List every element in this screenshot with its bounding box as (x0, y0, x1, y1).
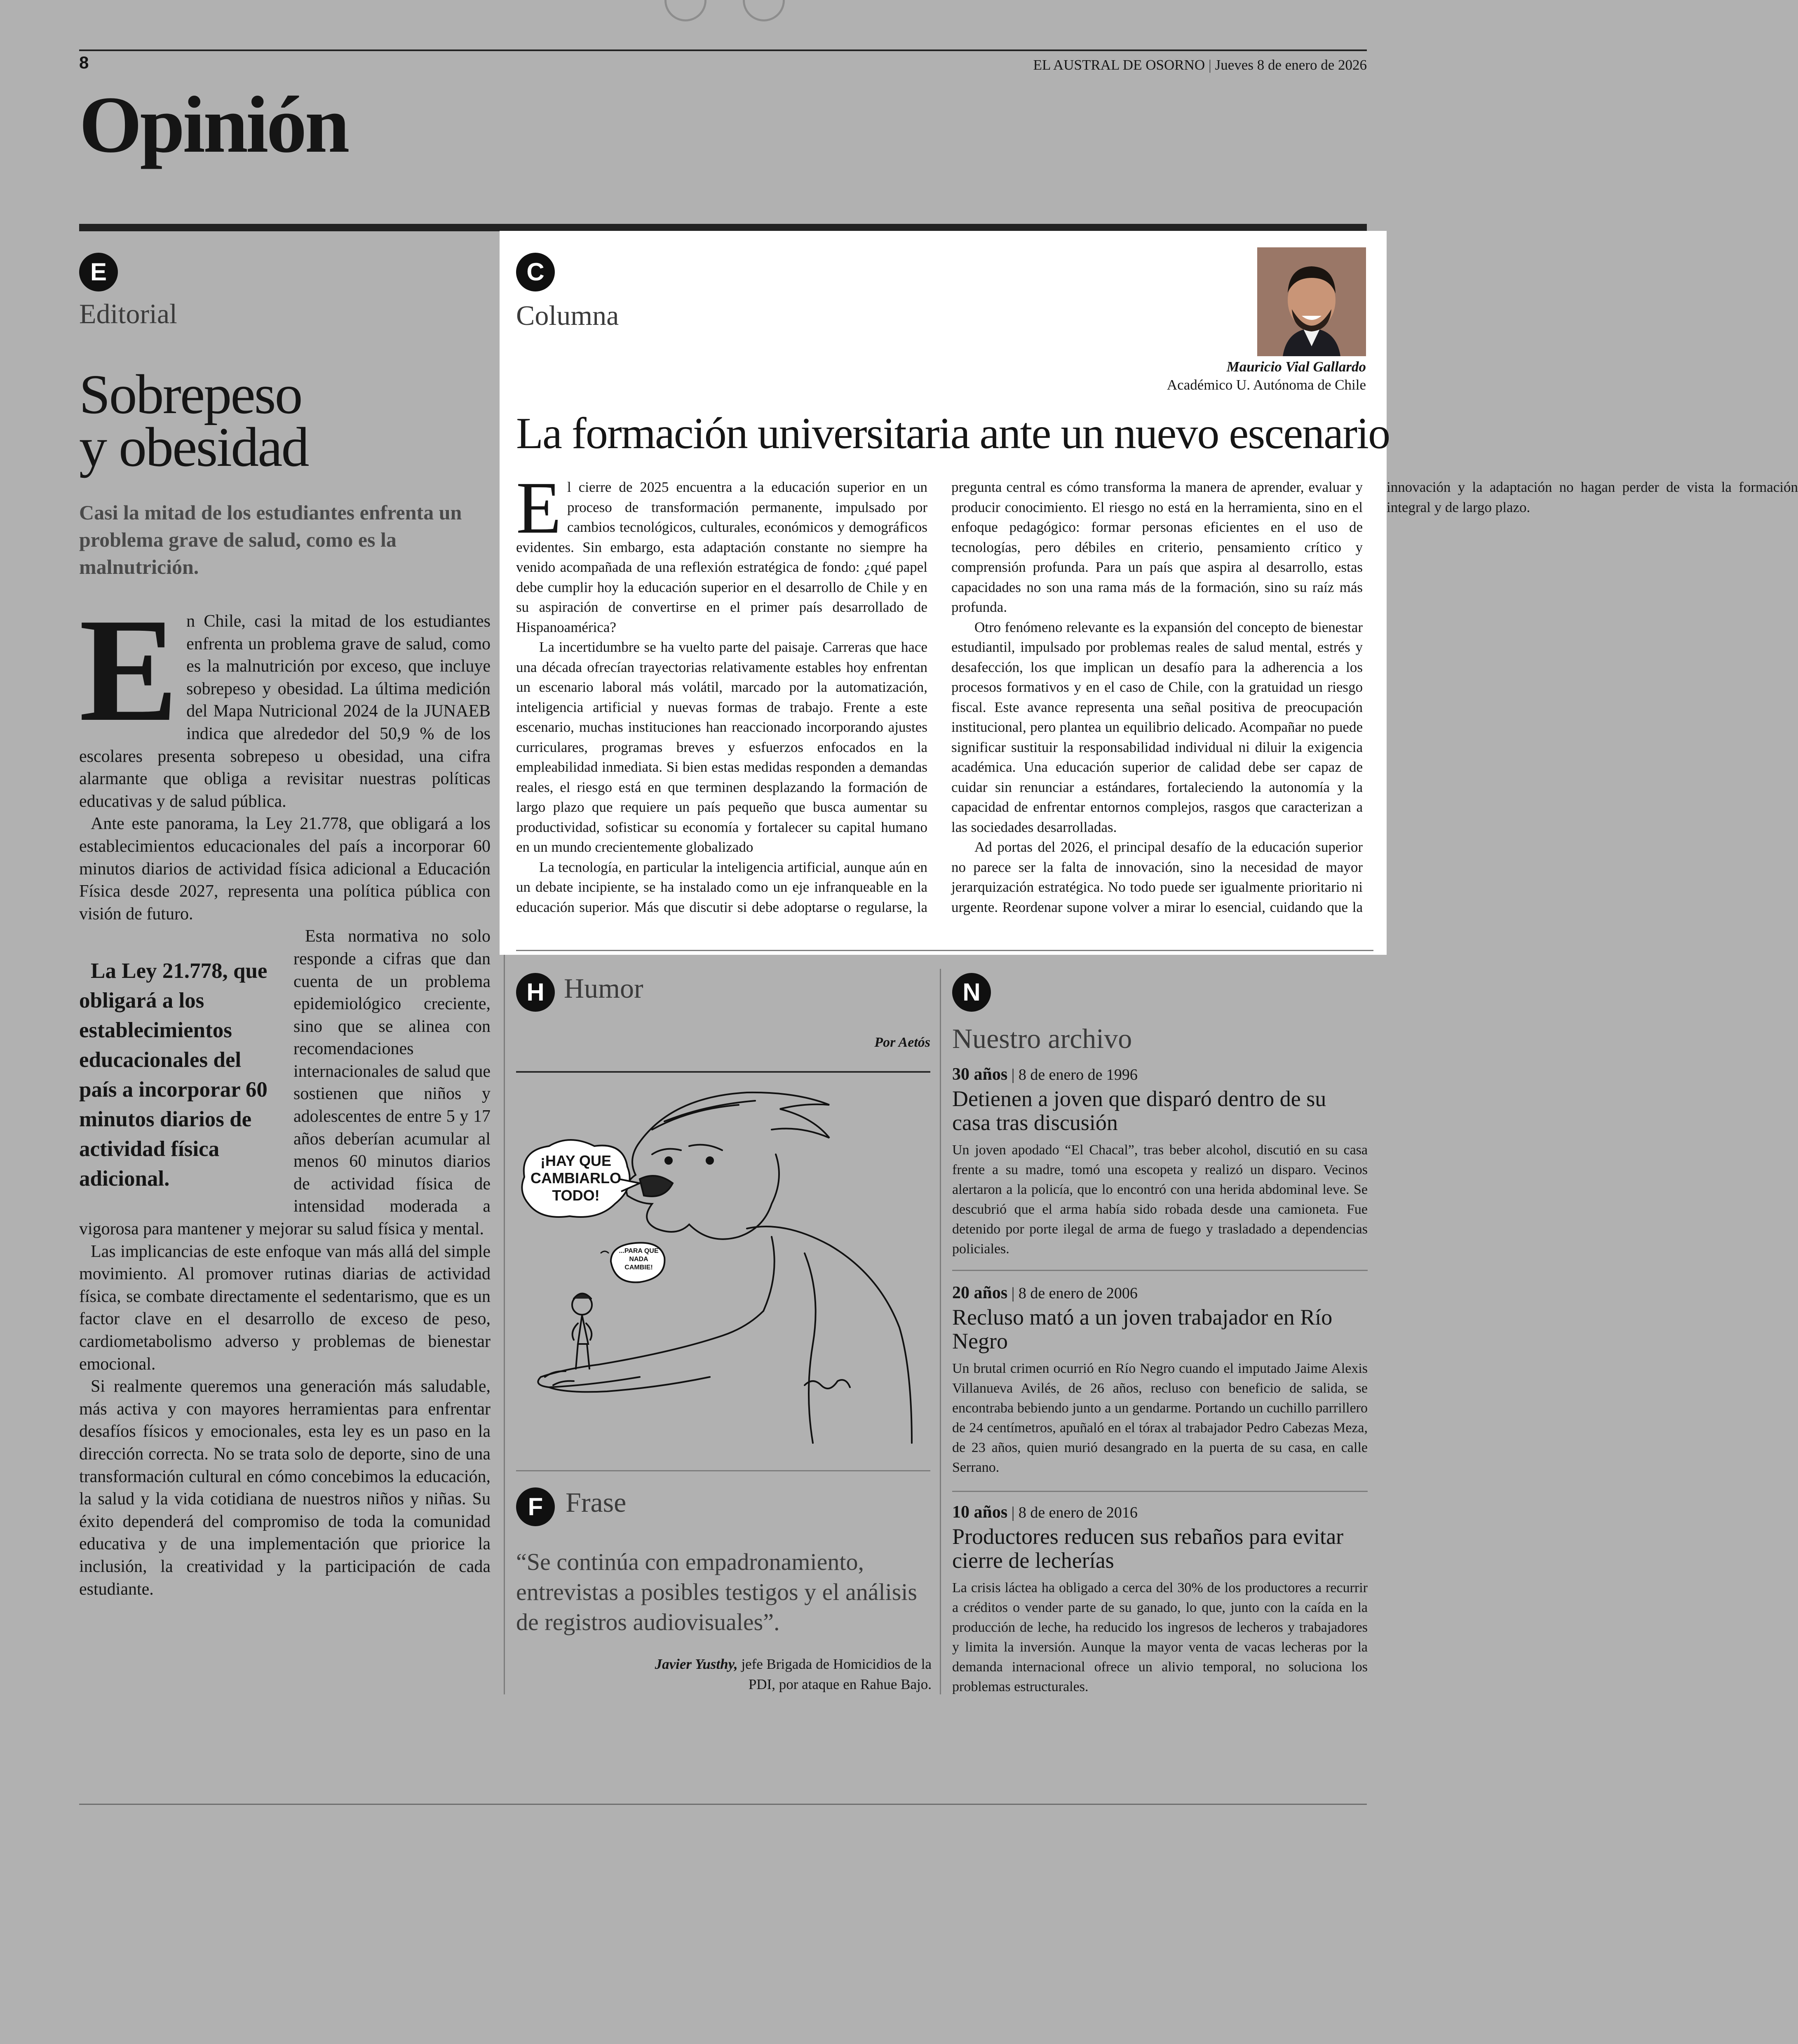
footer-rule (79, 1804, 1367, 1805)
column-divider-right (940, 969, 941, 1694)
author-credit (1167, 358, 1366, 394)
archive-badge: N (952, 973, 991, 1012)
header-top-rule (79, 49, 1367, 51)
editorial-title: Sobrepeso y obesidad (79, 364, 308, 478)
author-name: Mauricio Vial Gallardo (1226, 359, 1366, 375)
column-kicker: Columna (516, 300, 619, 331)
column-bottom-rule (516, 950, 1373, 951)
archive-title: Detienen a joven que disparó dentro de su casa tras discusión (952, 1086, 1326, 1135)
humor-byline: Por Aetós (874, 1035, 930, 1050)
header-thick-rule (79, 224, 1367, 231)
editorial-badge: E (79, 253, 118, 291)
archive-rule (952, 1270, 1368, 1271)
archive-years: 20 años (952, 1283, 1008, 1302)
archive-title: Recluso mató a un joven trabajador en Río Negro (952, 1305, 1333, 1353)
archive-date: 8 de enero de 2006 (1018, 1285, 1138, 1302)
archive-item: 30 años | 8 de enero de 1996 Detienen a joven que disparó dentro de su casa tras discusión Un joven apodado “El Chacal”, tras beber alcohol, discutió en su casa frente a su madre, tomó una escopeta y realizó un disparo. Vecinos alertaron a la policía, que lo encontró con una herida abdominal leve. Se descubrió que el arma había sido robada desde una camioneta. Fue detenido por porte ilegal de arma de fuego y trasladado a dependencias policiales. (952, 1064, 1368, 1259)
archive-item: 10 años | 8 de enero de 2016 Productores reducen sus rebaños para evitar cierre de lecherías La crisis láctea ha obligado a cerca del 30% de los productores a recurrir a créditos o vender parte de su ganado, lo que, junto con la caída en la producción de leche, ha reducido los ingresos de lecheros y trabajadores y limita la inversión. Aunque la mayor venta de vacas lecheras por la demanda internacional ofrece un alivio temporal, no soluciona los problemas estructurales. (952, 1502, 1368, 1697)
column-title: La formación universitaria ante un nuevo escenario (516, 409, 1390, 458)
page-number: 8 (79, 53, 89, 72)
cartoon-speech-small: ...PARA QUE NADA CAMBIE! (619, 1248, 659, 1271)
archive-body: La crisis láctea ha obligado a cerca del 30% de los productores a recurrir a créditos o vender parte de su ganado, lo que, junto con la caída en la producción de leche, ha reducido los ingresos de lecheros y trabajadores y limita la inversión. Aunque la mayor venta de vacas lecheras por la demanda internacional ofrece un alivio temporal, no soluciona los problemas estructurales. (952, 1580, 1368, 1694)
frase-badge: F (516, 1487, 555, 1526)
archive-date: 8 de enero de 2016 (1018, 1504, 1138, 1521)
column-body: El cierre de 2025 encuentra a la educación superior en un proceso de transformación permanente, impulsado por cambios tecnológicos, culturales, económicos y demográficos evidentes. Sin embargo, esta adaptación constante no siempre ha venido acompañada de una reflexión estratégica de fondo: ¿qué papel debe cumplir hoy la educación superior en el desarrollo de Chile y en su aspiración de convertirse en el primer país desarrollado de Hispanoamérica? La incertidumbre se ha vuelto parte del paisaje. Carreras que hace una década ofrecían trayectorias relativamente estables hoy enfrentan un escenario laboral más volátil, marcado por la automatización, inteligencia artificial y nuevas formas de trabajo. Frente a este escenario, muchas instituciones han reaccionado incorporando ajustes curriculares, programas breves y esfuerzos enfocados en la empleabilidad inmediata. Si bien estas medidas responden a demandas reales, el riesgo está en que terminen desplazando la formación de largo plazo que requiere un país pequeño que busca aumentar su productividad, sofisticar su economía y fortalecer su capital humano en un mundo crecientemente globalizado La tecnología, en particular la inteligencia artificial, aunque aún en un debate incipiente, se ha instalado como un eje infranqueable en la educación superior. Más que discutir si debe adoptarse o regularse, la pregunta central es cómo transforma la manera de aprender, evaluar y producir conocimiento. El riesgo no está en la herramienta, sino en el enfoque pedagógico: formar personas eficientes en el uso de tecnologías, pero débiles en criterio, pensamiento crítico y comprensión profunda. Para un país que aspira al desarrollo, estas capacidades no son una rama más de la formación, sino su raíz más profunda. Otro fenómeno relevante es la expansión del concepto de bienestar estudiantil, impulsado por problemas reales de salud mental, estrés y desafección, los que implican un desafío para la adherencia a los procesos formativos y en el caso de Chile, con la gratuidad un riesgo fiscal. Este avance representa una señal positiva de preocupación institucional, pero plantea un equilibrio delicado. Acompañar no puede significar sustituir la responsabilidad individual ni diluir la exigencia académica. Una educación superior de calidad debe ser capaz de cuidar sin renunciar a estándares, fortaleciendo la autonomía y la capacidad de enfrentar entornos complejos, rasgos que caracterizan a las sociedades desarrolladas. Ad portas del 2026, el principal desafío de la educación superior no parece ser la falta de innovación, sino la necesidad de mayor jerarquización estratégica. No todo puede ser igualmente prioritario ni urgente. Reordenar supone volver a mirar lo esencial, cuidando que la innovación y la adaptación no hagan perder de vista la formación integral y de largo plazo. (516, 467, 1798, 915)
frase-kicker: Frase (566, 1487, 627, 1518)
frase-author: Javier Yusthy, (655, 1656, 738, 1672)
archive-body: Un joven apodado “El Chacal”, tras beber alcohol, discutió en su casa frente a su madre, tomó una escopeta y realizó un disparo. Vecinos alertaron a la policía, que lo encontró con una herida abdominal leve. Se descubrió que el arma había sido robada desde una camioneta. Fue detenido por porte ilegal de arma de fuego y trasladado a dependencias policiales. (952, 1142, 1368, 1257)
author-avatar (1257, 247, 1366, 356)
archive-years: 30 años (952, 1065, 1008, 1084)
cartoon (516, 1080, 930, 1451)
editorial-lead: Casi la mitad de los estudiantes enfrenta un problema grave de salud, como es la malnutrición. (79, 501, 462, 578)
editorial-pullquote: La Ley 21.778, que obligará a los establecimientos educacionales del país a incorporar 60 minutos diarios de actividad física adicional. (79, 959, 268, 1191)
section-title: Opinión (79, 80, 348, 169)
archive-item: 20 años | 8 de enero de 2006 Recluso mató a un joven trabajador en Río Negro Un brutal crimen ocurrió en Río Negro cuando el imputado Jaime Alexis Villanueva Avilés, de 26 años, recluso con beneficio de salida, se encontraba bebiendo junto a un gendarme. Portando un cuchillo parrillero de 24 centímetros, apuñaló en el tórax al trabajador Pedro Cabezas Meza, de 23 años, quien murió desangrado en la puerta de su casa, en calle Serrano. (952, 1283, 1368, 1478)
editorial-body: En Chile, casi la mitad de los estudiantes enfrenta un problema grave de salud, como es la malnutrición por exceso, que incluye sobrepeso y obesidad. La última medición del Mapa Nutricional 2024 de la JUNAEB indica que alrededor del 50,9 % de los escolares presenta sobrepeso u obesidad, una cifra alarmante que obliga a revisitar nuestras políticas educativas y de salud pública. Ante este panorama, la Ley 21.778, que obligará a los establecimientos educacionales del país a incorporar 60 minutos diarios de actividad física adicional a Educación Física desde 2027, representa una política pública con visión de futuro. La Ley 21.778, que obligará a los establecimientos educacionales del país a incorporar 60 minutos diarios de actividad física adicional. Esta normativa no solo responde a cifras que dan cuenta de un problema epidemiológico creciente, sino que se alinea con recomendaciones internacionales de salud que sostienen que niños y adolescentes de entre 5 y 17 años deberían acumular al menos 60 minutos diarios de actividad física de intensidad moderada a vigorosa para mantener y mejorar su salud física y mental. Las implicancias de este enfoque van más allá del simple movimiento. Al promover rutinas diarias de actividad física, se combate directamente el sedentarismo, que es un factor clave en el desarrollo de exceso de peso, cardiometabolismo adverso y problemas de bienestar emocional. Si realmente queremos una generación más saludable, más activa y con mayores herramientas para enfrentar desafíos físicos y emocionales, esta ley es un paso en la dirección correcta. No se trata solo de deporte, sino de una transformación cultural en cómo concebimos la educación, la salud y la vida cotidiana de nuestros niños y niñas. Su éxito dependerá del compromiso de toda la comunidad educativa y de una implementación que priorice la inclusión, la creatividad y la participación de cada estudiante. (79, 587, 491, 1599)
cartoon-speech-big: ¡HAY QUE CAMBIARLO TODO! (530, 1152, 621, 1204)
humor-badge: H (516, 973, 555, 1012)
column-highlight (500, 231, 1798, 955)
cartoon-drawing-icon (516, 1080, 930, 1451)
archive-kicker: Nuestro archivo (952, 1023, 1132, 1054)
next-page-button[interactable] (743, 0, 785, 21)
humor-bottom-rule (516, 1470, 930, 1471)
frase-attribution (643, 1654, 932, 1694)
archive-title: Productores reducen sus rebaños para evitar cierre de lecherías (952, 1524, 1344, 1573)
column-drop-cap: E (516, 467, 561, 549)
archive-years: 10 años (952, 1503, 1008, 1522)
archive-date: 8 de enero de 1996 (1018, 1066, 1138, 1083)
humor-kicker: Humor (564, 973, 643, 1004)
newspaper-name: EL AUSTRAL DE OSORNO (1033, 57, 1205, 73)
humor-rule (516, 1071, 930, 1073)
editorial-kicker: Editorial (79, 298, 177, 329)
masthead: EL AUSTRAL DE OSORNO | Jueves 8 de enero de 2026 (1033, 57, 1367, 73)
author-photo-icon (1257, 247, 1366, 356)
column-badge: C (516, 253, 555, 291)
author-role: Académico U. Autónoma de Chile (1167, 377, 1366, 393)
prev-page-button[interactable] (664, 0, 707, 21)
archive-rule (952, 1491, 1368, 1492)
issue-date: Jueves 8 de enero de 2026 (1215, 57, 1367, 73)
frase-quote: “Se continúa con empadronamiento, entrevistas a posibles testigos y el análisis de registros audiovisuales”. (516, 1548, 917, 1635)
archive-body: Un brutal crimen ocurrió en Río Negro cuando el imputado Jaime Alexis Villanueva Avilés, de 26 años, recluso con beneficio de salida, se encontraba bebiendo junto a un gendarme. Portando un cuchillo parrillero de 24 centímetros, apuñaló en el tórax al trabajador Pedro Cabezas Meza, de 23 años, quien murió desangrado en la puerta de su casa, en calle Serrano. (952, 1361, 1368, 1475)
editorial-drop-cap: E (79, 587, 178, 752)
frase-author-role: jefe Brigada de Homicidios de la PDI, por ataque en Rahue Bajo. (741, 1656, 932, 1692)
